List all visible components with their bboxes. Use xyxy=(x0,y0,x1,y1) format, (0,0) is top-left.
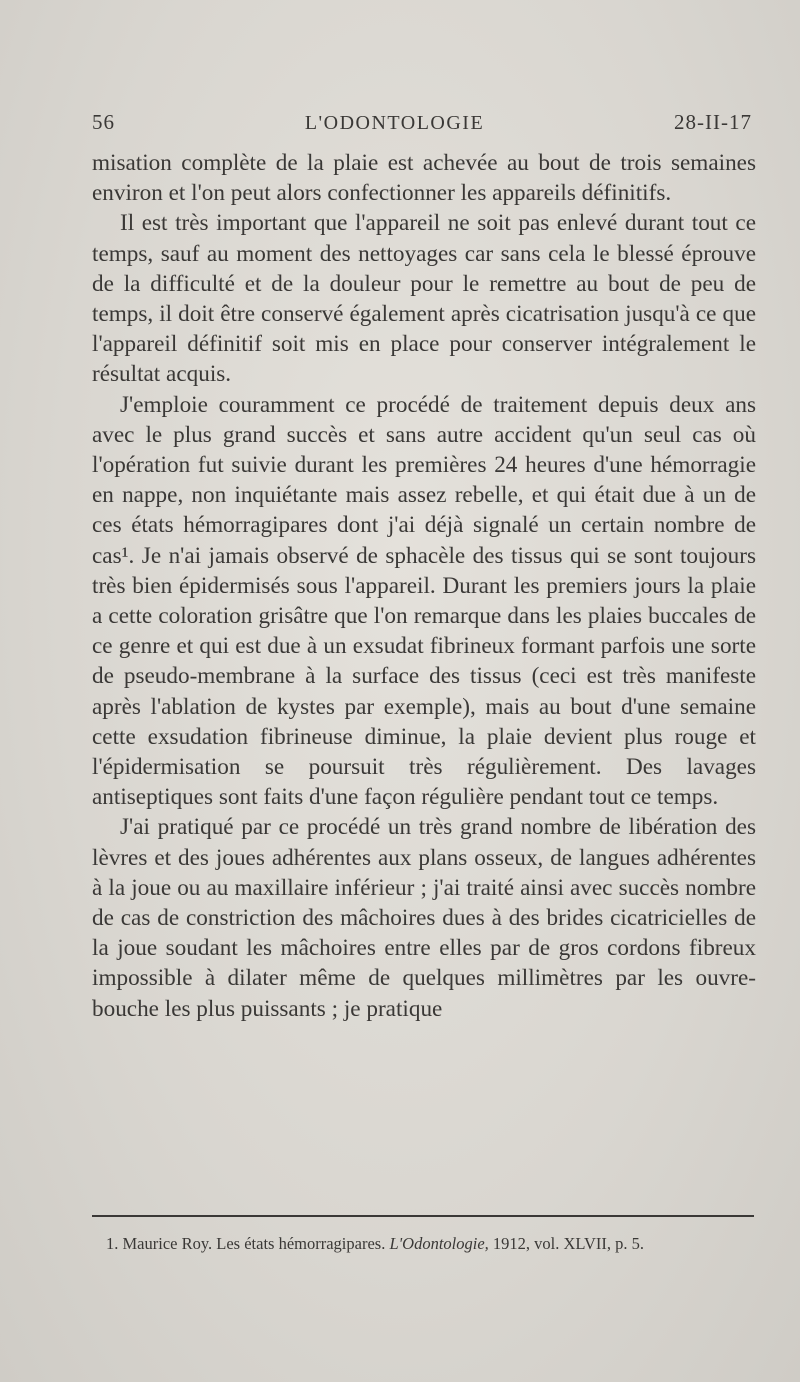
paragraph-2: Il est très important que l'appareil ne soit pas enlevé durant tout ce temps, sauf au moment des nettoyages car sans cela le blessé éprouve de la difficulté et de la douleur pour le remettre au bout de peu de temps, il doit être conservé également après cicatrisation jusqu'à ce que l'appareil définitif soit mis en place pour conserver intégralement le résultat acquis. xyxy=(92,210,756,388)
running-header xyxy=(92,110,752,135)
footnote xyxy=(106,1234,756,1254)
footnote-reference: 1912, vol. XLVII, p. 5. xyxy=(492,1234,645,1253)
paragraph-1: misation complète de la plaie est achevée au bout de trois semaines environ et l'on peut alors confectionner les appareils définitifs. xyxy=(92,150,756,207)
footnote-marker: 1. xyxy=(106,1234,119,1253)
footnote-author: Maurice Roy. xyxy=(122,1234,213,1253)
running-title: L'ODONTOLOGIE xyxy=(304,112,485,134)
footnote-rule xyxy=(92,1215,754,1217)
paragraph-4: J'ai pratiqué par ce procédé un très grand nombre de libération des lèvres et des joues adhérentes aux plans osseux, de langues adhérentes à la joue ou au maxillaire inférieur ; j'ai traité ainsi avec succès nombre de cas de constriction des mâchoires dues à des brides cicatricielles de la joue soudant les mâchoires entre elles par de gros cordons fibreux impossible à dilater même de quelques millimètres par les ouvre-bouche les plus puissants ; je pratique xyxy=(92,814,756,1022)
page-number: 56 xyxy=(92,110,115,134)
issue-date: 28-II-17 xyxy=(674,110,752,134)
footnote-title: Les états hémorragipares. xyxy=(216,1234,386,1253)
paragraph-3: J'emploie couramment ce procédé de traitement depuis deux ans avec le plus grand succès et sans autre accident qu'un seul cas où l'opération fut suivie durant les premières 24 heures d'une hémorragie en nappe, non inquiétante mais assez rebelle, et qui était due à un de ces états hémorragipares dont j'ai déjà signalé un certain nombre de cas¹. Je n'ai jamais observé de sphacèle des tissus qui se sont toujours très bien épidermisés sous l'appareil. Durant les premiers jours la plaie a cette coloration grisâtre que l'on remarque dans les plaies buccales de ce genre et qui est due à un exsudat fibrineux formant parfois une sorte de pseudo-membrane à la surface des tissus (ceci est très manifeste après l'ablation de kystes par exemple), mais au bout d'une semaine cette exsudation fibrineuse diminue, la plaie devient plus rouge et l'épidermisation se poursuit très régulièrement. Des lavages antiseptiques sont faits d'une façon régulière pendant tout ce temps. xyxy=(92,391,756,811)
body-text xyxy=(92,148,756,1024)
footnote-journal: L'Odontologie, xyxy=(389,1234,489,1253)
